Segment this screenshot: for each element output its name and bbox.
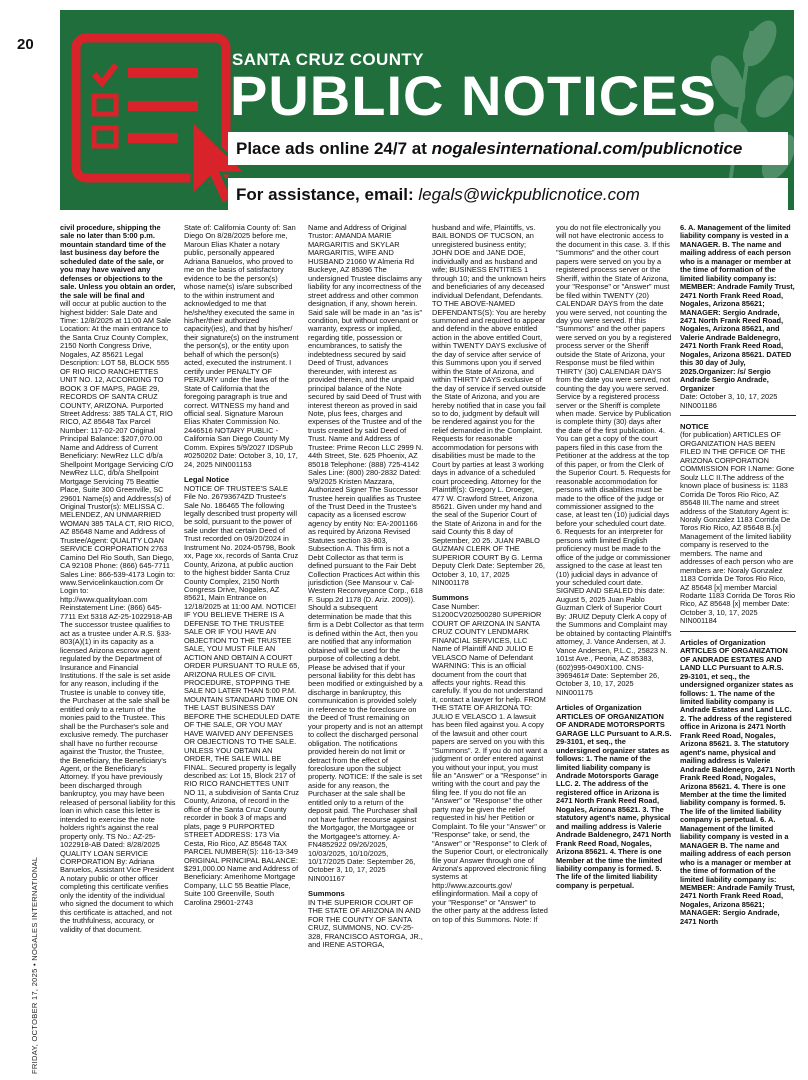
public-notices-banner bbox=[60, 10, 794, 210]
assistance-email-link[interactable]: legals@wickpublicnotice.com bbox=[418, 185, 640, 204]
notice-column bbox=[60, 224, 176, 1076]
notices-columns bbox=[60, 224, 800, 1076]
notice-column bbox=[556, 224, 672, 1076]
notice-heading: Articles of Organization bbox=[680, 637, 766, 647]
notice-text: ARTICLES OF ORGANIZATION OF ANDRADE MOTORSPORTS GARAGE LLC Pursuant to A.R.S. 29-3101, et seq., the undersigned organizer states as follows: 1. The name of the limited liability company is Andrade Motorsports Garage LLC. 2. The address of the registered office in Arizona is 2471 North Frank Reed Road, Nogales, Arizona 85621. 3. The statutory agent's name, physical and mailing address is Valerie Andrade Baldenegro, 2471 North Frank Reed Road, Nogales, Arizona 85621. 4. There is one Member at the time the limited liability company is formed. 5. The life of the limited liability company is perpetual. bbox=[556, 711, 672, 890]
notice-column bbox=[432, 224, 548, 1076]
notice-text: State of: California County of: San Diego On 8/28/2025 before me, Maroun Elias Khater a notary public, personally appeared Adriana Banuelos, who proved to me on the basis of satisfactory evidence to be the person(s) whose name(s) is/are subscribed to the within instrument and acknowledged to me that he/she/they executed the same in his/her/their authorized capacity(ies), and that by his/her/ their signature(s) on the instrument the person(s), or the entity upon behalf of which the person(s) acted, executed the instrument. I certify under PENALTY OF PERJURY under the laws of the State of California that the foregoing paragraph is true and correct. WITNESS my hand and official seal. Signature Maroun Elias Khater Commission No. 2446516 NOTARY PUBLIC - California San Diego County My Comm. Expires 5/9/2027 IDSPub #0250202 Date: October 3, 10, 17, 24, 2025 NIN001153 bbox=[184, 224, 299, 469]
notice-text: Case Number: S1200CV202500280 SUPERIOR COURT OF ARIZONA IN SANTA CRUZ COUNTY LENDMARK FINANCIAL SERVICES, LLC Name of Plaintiff AND JULIO E VELASCO Name of Defendant WARNING: This is an official document from the court that affects your rights. Read this carefully. If you do not understand it, contact a lawyer for help. FROM THE STATE OF ARIZONA TO: JULIO E VELASCO 1. A lawsuit has been filed against you. A copy of the lawsuit and other court papers are served on you with this "Summons". 2. If you do not want a judgment or order entered against you without your input, you must file an "Answer" or a "Response" in writing with the court and pay the filing fee. If you do not file an "Answer" or "Response" the other party may be given the relief requested in his/ her Petition or Complaint. To file your "Answer" or "Response" take, or send, the "Answer" or "Response" to Clerk of the Superior Court, or electronically file your Answer through one of Arizona's approved electronic filing systems at http://www.azcourts.gov/ efilinginformation. Mail a copy of your "Response" or "Answer" to the other party at the address listed on top of this Summons. Note: If bbox=[432, 601, 548, 924]
notice-text: (for publication) ARTICLES OF ORGANIZATION HAS BEEN FILED IN THE OFFICE OF THE ARIZONA CORPORATION COMMISSION FOR I.Name: Gone Soulz LLC II.The address of the known place of business is: 1183 Corrida De Toros Rio Rico, AZ 85648 III.The name and street address of the Statutory Agent is: Noraly Gonzalez 1183 Corrida De Toros Rio Rico, AZ 85648 B.[x] Management of the limited liability company is reserved to the members. The name and addresses of each person who are members are: Noraly Gonzalez 1183 Corrida De Toros Rio Rico, AZ 85648 [x] member Marcial Rodarte 1183 Corrida De Toros Rio Rico, AZ 85648 [x] member Date: October 3, 10, 17, 2025 NIN001184 bbox=[680, 430, 796, 626]
page-number: 20 bbox=[17, 36, 34, 53]
notice-heading: Summons bbox=[308, 889, 345, 899]
notice-divider bbox=[680, 415, 796, 416]
county-name: SANTA CRUZ COUNTY bbox=[232, 50, 424, 69]
place-ads-strip bbox=[228, 132, 788, 165]
notice-column bbox=[680, 224, 796, 1076]
notice-heading: Articles of Organization bbox=[556, 703, 642, 713]
notice-heading: NOTICE bbox=[680, 421, 709, 431]
issue-date-sidebar: FRIDAY, OCTOBER 17, 2025 • NOGALES INTERNATIONAL bbox=[30, 856, 39, 1074]
notice-text: you do not file electronically you will not have electronic access to the document in this case. 3. If this "Summons" and the other court papers were served on you by a registered process server or the Sheriff, within the State of Arizona, your "Response" or "Answer" must be filed within TWENTY (20) CALENDAR DAYS from the date you were served, not counting the day you were served. If this "Summons" and the other papers were served on you by a registered process server or the Sheriff outside the State of Arizona, your Response must be filed within THIRTY (30) CALENDAR DAYS from the date you were served, not counting the day you were served. Service by a registered process server or the Sheriff is complete when made. Service by Publication is complete thirty (30) days after the date of the first publication. 4. You can get a copy of the court papers filed in this case from the Petitioner at the address at the top of this paper, or from the Clerk of the Superior Court. 5. Requests for reasonable accommodation for persons with disabilities must be made to the office of the judge or commissioner assigned to the case, at least ten (10) judicial days before your scheduled court date. 6. Requests for an interpreter for persons with limited English proficiency must be made to the office of the judge or commissioner assigned to the case at least ten (10) judicial days in advance of your scheduled court date. SIGNED AND SEALED this date: August 5, 2025 Juan Pablo Guzman Clerk of Superior Court By: JRUIZ Deputy Clerk A copy of the Summons and Complaint may be obtained by contacting Plaintiff's attorney, J. Vance Andersen, at J. Vance Andersen, P.L.C., 25823 N. 101st Ave., Peoria, AZ 85383, (602)995-0490X100. CNS-3969461# Date: September 26, October 3, 10, 17, 2025 NIN001175 bbox=[556, 224, 672, 697]
notice-text: civil procedure, shipping the sale no later than 5:00 p.m. mountain standard time of the last business day before the scheduled date of the sale, or you may have waived any defenses or objections to the sale. Unless you obtain an order, the sale will be final and bbox=[60, 224, 176, 300]
notice-heading: Summons bbox=[432, 593, 469, 603]
notice-text: husband and wife, Plaintiffs, vs. BAIL BONDS OF TUCSON, an unregistered business entity; JOHN DOE and JANE DOE, individually and as husband and wife; BUSINESS ENTITIES 1 through 10; and the unknown heirs and beneficiaries of any deceased individual Defendant, Defendants. TO THE ABOVE-NAMED DEFENDANTS(S): You are hereby summoned and required to appear and defend in the above entitled action in the above entitled Court, within TWENTY DAYS exclusive of the day of service after service of this Summons upon you if served within the State of Arizona, and within THIRTY DAYS exclusive of the day of service if served outside the State of Arizona, and you are hereby notified that in case you fail so to do, judgment by default will be rendered against you for the relief demanded in the Complaint. Requests for reasonable accommodation for persons with disabilities must be made to the Court by parties at least 3 working days in advance of a scheduled court proceeding. Attorney for the Plaintiff(s): Gregory L. Droeger, 477 W. Crawford Street, Arizona 85621. Given under my hand and the seal of the Superior Court of the State of Arizona in and for the said County this 8 day of September, 20 25. JUAN PABLO GUZMAN CLERK OF THE SUPERIOR COURT By G. Lerma Deputy Clerk Date: September 26, October 3, 10, 17, 2025 NIN001178 bbox=[432, 224, 547, 588]
place-ads-link[interactable]: nogalesinternational.com/publicnotice bbox=[431, 139, 743, 158]
assistance-label: For assistance, email: bbox=[236, 185, 419, 204]
page-title: PUBLIC NOTICES bbox=[230, 64, 717, 127]
notice-text: ARTICLES OF ORGANIZATION OF ANDRADE ESTATES AND LAND LLC Pursuant to A.R.S. 29-3101, et seq., the undersigned organizer states as follows: 1. The name of the limited liability company is Andrade Estates and Land LLC. 2. The address of the registered office in Arizona is 2471 North Frank Reed Road, Nogales, Arizona 85621. 3. The statutory agent's name, physical and mailing address is Valerie Andrade Baldenegro, 2471 North Frank Reed Road, Nogales, Arizona 85621. 4. There is one Member at the time the limited liability company is formed. 5. The life of the limited liability company is perpetual. 6. A. Management of the limited liability company is vested in a MANAGER B. The name and mailing address of each person who is a manager or member at the time of formation of the limited liability company is: MEMBER: Andrade Family Trust, 2471 North Frank Reed Road, Nogales, Arizona 85621; MANAGER: Sergio Andrade, 2471 North bbox=[680, 646, 795, 926]
notice-text: IN THE SUPERIOR COURT OF THE STATE OF ARIZONA IN AND FOR THE COUNTY OF SANTA CRUZ, SUMMONS, NO. CV-25-328, FRANCISCO ASTORGA, JR., and IRENE ASTORGA, bbox=[308, 897, 423, 950]
place-ads-label: Place ads online 24/7 at bbox=[236, 139, 432, 158]
notice-text: Date: October 3, 10, 17, 2025 NIN001186 bbox=[680, 392, 778, 410]
notice-divider bbox=[680, 631, 796, 632]
assistance-strip bbox=[228, 178, 788, 210]
notice-text: Name and Address of Original Trustor: AMANDA MARIE MARGARITIS and SKYLAR MARGARITIS, WIFE AND HUSBAND 21060 W Almeria Rd Buckeye, AZ 85396 The undersigned Trustee disclaims any liability for any incorrectness of the street address and other common designation, if any, shown herein. Said sale will be made in an "as is" condition, but without covenant or warranty, express or implied, regarding title, possession or encumbrances, to satisfy the indebtedness secured by said Deed of Trust, advances thereunder, with interest as provided therein, and the unpaid principal balance of the Note secured by said Deed of Trust with interest thereon as proved in said Note, plus fees, charges and expenses of the Trustee and of the trusts created by said Deed of Trust. Name and Address of Trustee: Prime Recon LLC 2999 N. 44th Street, Ste. 625 Phoenix, AZ 85018 Telephone: (888) 725-4142 Sales Line: (800) 280-2832 Dated: 9/9/2025 Kristen Mazzara, Authorized Signer The Successor Trustee herein qualifies as Trustee of the Trust Deed in the Trustee's capacity as a licensed escrow agency by entity No: EA-2001166 as required by Arizona Revised Statutes section 33-803, Subsection A. This firm is not a Debt Collector as that term is defined pursuant to the Fair Debt Collection Practices Act within this jurisdiction (See Mansour v. Cal-Western Reconveyance Corp., 618 F. Supp.2d 1178 (D. Ariz. 2009)). Should a subsequent determination be made that this firm is a Debt Collector as that term is defined within the Act, then you are notified that any information obtained will be used for the purpose of collecting a debt. Please be advised that if your personal liability for this debt has been modified or extinguished by a discharge in bankruptcy, this communication is provided solely in reference to the foreclosure on the Deed of Trust remaining on your property and is not an attempt to collect the discharged personal obligation. The notifications provided herein do not limit or detract from the effect of foreclosure upon the subject property. NOTICE: If the sale is set aside for any reason, the Purchaser at the sale shall be entitled only to a return of the deposit paid. The Purchaser shall not have further recourse against the Mortgagor, the Mortgagee or the Mortgagee's attorney. A-FN4852922 09/26/2025, 10/03/2025, 10/10/2025, 10/17/2025 Date: September 26, October 3, 10, 17, 2025 NIN001167 bbox=[308, 224, 424, 883]
notice-text: will occur at public auction to the highest bidder: Sale Date and Time: 12/8/2025 at 11:00 AM Sale Location: At the main entrance to the Santa Cruz County Complex, 2150 North Congress Drive, Nogales, AZ 85621 Legal Description: LOT 58, BLOCK 555 OF RIO RICO RANCHETTES UNIT NO. 12, ACCORDING TO BOOK 3 OF MAPS, PAGE 29, RECORDS OF SANTA CRUZ COUNTY, ARIZONA. Purported Street Address: 385 TALA CT, RIO RICO, AZ 85648 Tax Parcel Number: 117-02-207 Original Principal Balance: $207,070.00 Name and Address of Current Beneficiary: NewRez LLC d/b/a Shellpoint Mortgage Servicing C/O NewRez LLC, d/b/a Shellpoint Mortgage Servicing 75 Beattie Place, Suite 300 Greenville, SC 29601 Name(s) and Address(s) of Original Trustor(s): MELISSA C. MELENDEZ, AN UNMARRIED WOMAN 385 TALA CT, RIO RICO, AZ 85648 Name and Address of Trustee/Agent: QUALITY LOAN SERVICE CORPORATION 2763 Camino Del Rio South, San Diego, CA 92108 Phone: (866) 645-7711 Sales Line: 866-539-4173 Login to: www.Servicelinkauction.com Or Login to: http://www.qualityloan.com Reinstatement Line: (866) 645-7711 Ext 5318 AZ-25-1022918-AB The successor trustee qualifies to act as a trustee under A.R.S. §33-803(A)(1) in its capacity as a licensed Arizona escrow agent regulated by the Department of Insurance and Financial Institutions. If the sale is set aside for any reason, including if the Trustee is unable to convey title, the Purchaser at the sale shall be entitled only to a return of the monies paid to the Trustee. This shall be the Purchaser's sole and exclusive remedy. The purchaser shall have no further recourse against the Trustor, the Trustee, the Beneficiary, the Beneficiary's Agent, or the Beneficiary's Attorney. If you have previously been discharged through bankruptcy, you may have been released of personal liability for this loan in which case this letter is intended to exercise the note holders right's against the real property only. TS No.: AZ-25-1022918-AB Dated: 8/28/2025 QUALITY LOAN SERVICE CORPORATION By: Adriana Banuelos, Assistant Vice President A notary public or other officer completing this certificate verifies only the identity of the individual who signed the document to which this certificate is attached, and not the truthfulness, accuracy, or validity of that document. bbox=[60, 299, 176, 934]
notice-text: NOTICE OF TRUSTEE'S SALE File No. 26793674ZD Trustee's Sale No. 186465 The following legally described trust property will be sold, pursuant to the power of sale under that certain Deed of Trust recorded on 09/20/2024 in Instrument No. 2024-05798, Book xx, Page xx, records of Santa Cruz County, Arizona, at public auction to the highest bidder Santa Cruz County Complex, 2150 North Congress Drive, Nogales, AZ 85621, Main Entrance on 12/18/2025 at 11:00 AM. NOTICE! IF YOU BELIEVE THERE IS A DEFENSE TO THE TRUSTEE SALE OR IF YOU HAVE AN OBJECTION TO THE TRUSTEE SALE, YOU MUST FILE AN ACTION AND OBTAIN A COURT ORDER PURSUANT TO RULE 65, ARIZONA RULES OF CIVIL PROCEDURE, STOPPING THE SALE NO LATER THAN 5:00 P.M. MOUNTAIN STANDARD TIME ON THE LAST BUSINESS DAY BEFORE THE SCHEDULED DATE OF THE SALE, OR YOU MAY HAVE WAIVED ANY DEFENSES OR OBJECTIONS TO THE SALE. UNLESS YOU OBTAIN AN ORDER, THE SALE WILL BE FINAL. Secured property is legally described as: Lot 15, Block 217 of RIO RICO RANCHETTES UNIT NO 11, a subdivision of Santa Cruz County, Arizona, of record in the office of the Santa Cruz County recorder in book 3 of maps and plats, page 9 PURPORTED STREET ADDRESS: 173 Via Cesta, Rio Rico, AZ 85648 TAX PARCEL NUMBER(S): 116-13-349 ORIGINAL PRINCIPAL BALANCE: $291,000.00 Name and Address of Beneficiary: Amerihome Mortgage Company, LLC 55 Beattie Place, Suite 100 Greenville, South Carolina 29601-2743 bbox=[184, 483, 300, 907]
notice-column bbox=[184, 224, 300, 1076]
notice-heading: Legal Notice bbox=[184, 475, 230, 485]
notice-column bbox=[308, 224, 424, 1076]
notice-text: 6. A. Management of the limited liability company is vested in a MANAGER. B. The name and mailing address of each person who is a manager or member at the time of formation of the limited liability company is: MEMBER: Andrade Family Trust, 2471 North Frank Reed Road, Nogales, Arizona 85621; MANAGER: Sergio Andrade, 2471 North Frank Reed Road, Nogales, Arizona 85621, and Valerie Andrade Baldenegro, 2471 North Frank Reed Road, Nogales, Arizona 85621. DATED this 30 day of July, 2025.Organizer: /s/ Sergio Andrade Sergio Andrade, Organizer bbox=[680, 224, 795, 393]
